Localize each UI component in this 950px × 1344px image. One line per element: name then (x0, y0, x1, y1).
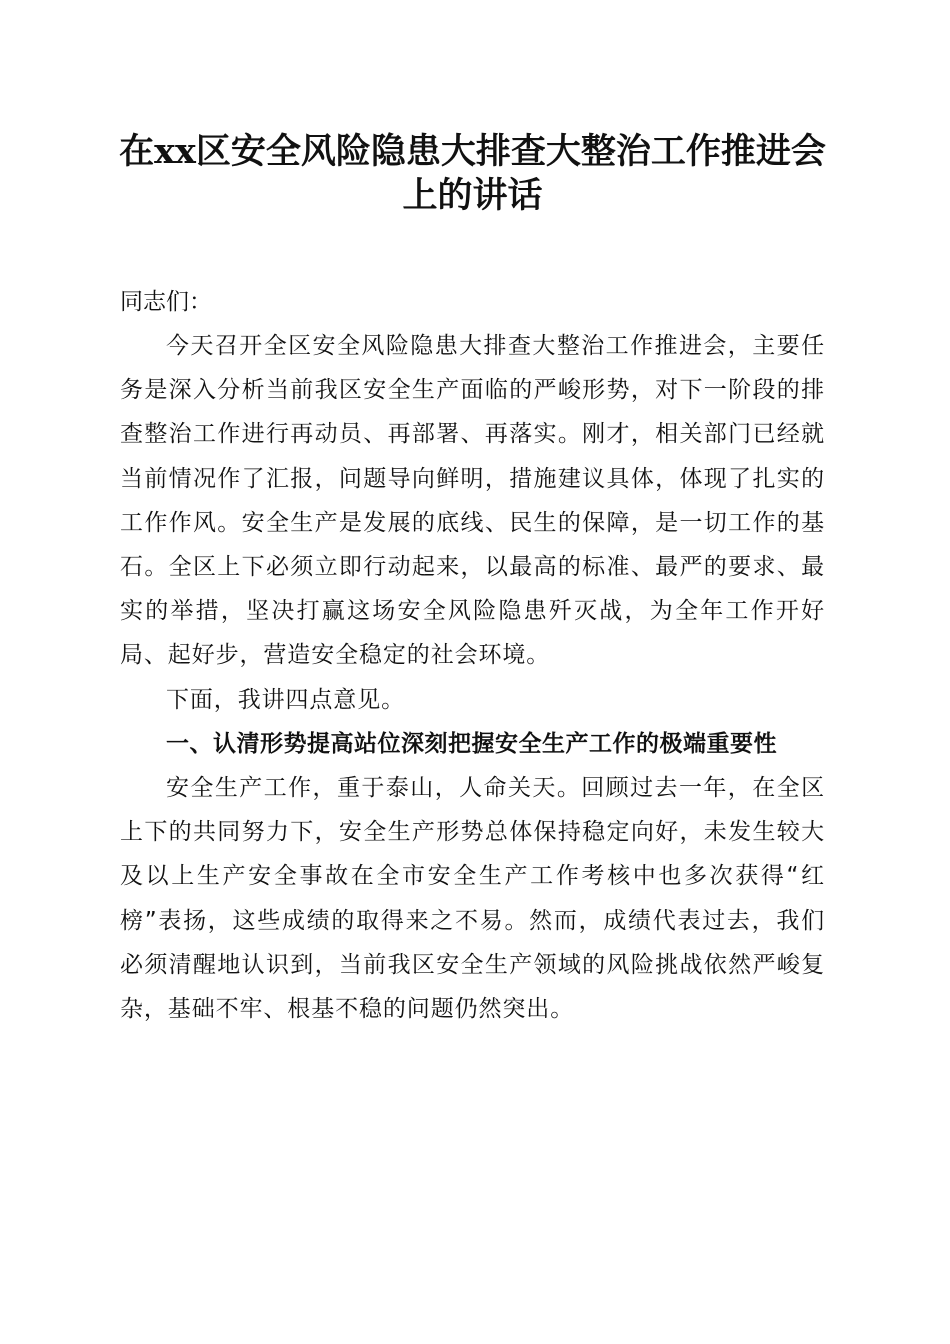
paragraph-intro: 今天召开全区安全风险隐患大排查大整治工作推进会，主要任务是深入分析当前我区安全生产面临的严峻形势，对下一阶段的排查整治工作进行再动员、再部署、再落实。刚才，相关部门已经就当前情况作了汇报，问题导向鲜明，措施建议具体，体现了扎实的工作作风。安全生产是发展的底线、民生的保障，是一切工作的基石。全区上下必须立即行动起来，以最高的标准、最严的要求、最实的举措，坚决打赢这场安全风险隐患歼灭战，为全年工作开好局、起好步，营造安全稳定的社会环境。 (120, 333, 825, 669)
document-title: 在xx区安全风险隐患大排查大整治工作推进会上的讲话 (119, 131, 826, 216)
document-page (120, 130, 825, 1031)
paragraph-transition: 下面，我讲四点意见。 (166, 686, 405, 713)
section-paragraph: 安全生产工作，重于泰山，人命关天。回顾过去一年，在全区上下的共同努力下，安全生产形势总体保持稳定向好，未发生较大及以上生产安全事故在全市安全生产工作考核中也多次获得“红榜”表扬，这些成绩的取得来之不易。然而，成绩代表过去，我们必须清醒地认识到，当前我区安全生产领域的风险挑战依然严峻复杂，基础不牢、根基不稳的问题仍然突出。 (120, 775, 825, 1023)
section-heading: 一、认清形势提高站位深刻把握安全生产工作的极端重要性 (166, 730, 777, 757)
salutation: 同志们： (120, 289, 212, 315)
